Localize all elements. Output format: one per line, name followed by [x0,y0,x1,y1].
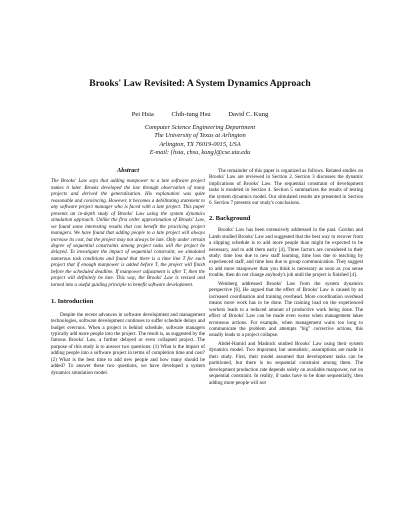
author-name: Chih-tung Hsu [171,111,211,118]
affiliation-address: Arlington, TX 76019-0015, USA [159,140,241,148]
introduction-paragraph: Despite the recent advances in software development and management technologies, software development continues to suffer schedule delays and budget overruns. When a project is behind schedule, software managers typically add more people into the project. The result is, as suggested by the famous Brooks' Law, a further delayed or even collapsed project. The purpose of this study is to answer two questions: (1) What is the impact of adding people into a software project in terms of completion time and cost? (2) What is the best time to add new people and how many should be added? To answer these two questions, we have developed a system dynamics simulation model. [51,311,205,376]
author-list [0,111,400,118]
affiliation-email: E-mail: {hsia, chsu, kung}@cse.uta.edu [149,148,251,156]
background-paragraph: Weinberg addressed Brooks' Law from the system dynamics perspective [6]. He argued that the effect of Brooks' Law is caused by an increased coordination and training overhead. More coordination overhead means more work has to be done. The training load on the experienced workers leads to a reduced amount of productive work being done. The effect of Brooks' Law can be made even worse when management takes erroneous actions. For example, when management waits too long to communicate the problem and attempts "big" corrective actions, this usually leads to a project collapse. [209,280,363,339]
paper-title: Brooks' Law Revisited: A System Dynamics Approach [89,78,311,89]
author-name: Pei Hsia [131,111,154,118]
right-column [209,168,363,388]
background-paragraph: Abdel-Hamid and Madnick studied Brooks' Law using their system dynamics model. Two important, but unrealistic, assumptions are made in their study. First, their model assumed that development tasks can be partitioned, but there is no sequential constraint among them. The development production rate depends solely on available manpower, not on sequential constraint. In reality, if tasks have to be done sequentially, then adding more people will not [209,340,363,386]
left-column [51,168,205,378]
affiliation-university: The University of Texas at Arlington [154,132,246,140]
affiliation-block [0,124,400,157]
section-heading-introduction: 1. Introduction [51,298,94,306]
author-name: David C. Kung [228,111,269,118]
background-paragraph: Brooks' Law has been extensively addressed in the past. Gordon and Lamb studied Brooks' Law and suggested that the best way to recover from a slipping schedule is to add more people than might be expected to be necessary, and to add them early [4]. Three factors are considered in their study: time loss due to new staff learning, time loss due to teaching by experienced staff, and time loss due to group communication. They suggest to add more manpower than you think is necessary as soon as you sense trouble, then do not change anybody's job until the project is finished [4]. [209,227,363,279]
section-heading-background: 2. Background [209,214,251,222]
abstract-heading: Abstract [116,167,139,174]
affiliation-department: Computer Science Engineering Department [144,124,256,131]
organization-paragraph: The remainder of this paper is organized as follows. Related studies on Brooks' Law are reviewed in Section 2. Section 3 discusses the dynamic implications of Brooks' Law. The sequential constraint of development tasks is modeled in Section 4. Section 5 summarizes the results of testing the system dynamics model. Our simulated results are presented in Section 6. Section 7 presents our study's conclusions. [209,168,363,207]
abstract-text: The Brooks' Law says that adding manpower to a late software project makes it later. Brooks developed the law through observation of many projects and derived the generalization. His explanation was quite reasonable and convincing. However, it becomes a debilitating statement to any software project manager who is faced with a late project. This paper presents an in-depth study of Brooks' Law using the system dynamics simulation approach. Unlike the first order approximation of Brooks' Law, we found some interesting results that can benefit the practicing project managers. We have found that adding people to a late project will always increase its cost, but the project may not always be late. Only under certain degree of sequential constraints among project tasks will the project be delayed. To investigate the impact of sequential constraint, we simulated numerous task conditions and found that there is a time line T for each project that if enough manpower is added before T, the project will finish before the scheduled deadline. If manpower adjustment is after T, then the project will definitely be late. This way, the Brooks' Law is revised and turned into a useful guiding principle to benefit software development. [51,178,205,288]
